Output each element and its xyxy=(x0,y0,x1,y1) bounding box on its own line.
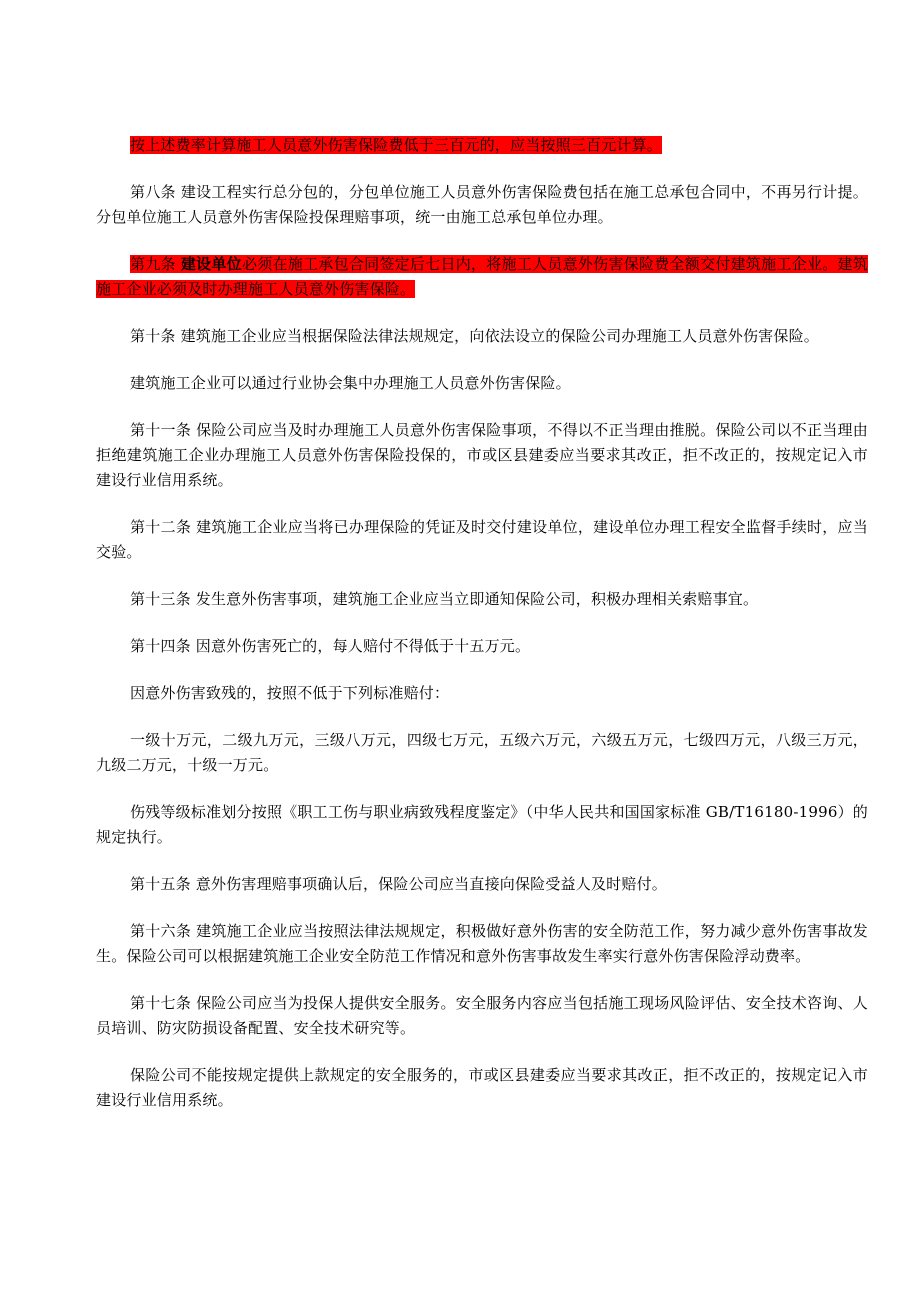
paragraph-disability: 因意外伤害致残的，按照不低于下列标准赔付： xyxy=(130,684,450,702)
paragraph-article-14: 第十四条 因意外伤害死亡的，每人赔付不得低于十五万元。 xyxy=(130,637,531,655)
paragraph-safety-service: 保险公司不能按规定提供上款规定的安全服务的，市或区县建委应当要求其改正，拒不改正的，按规定记入市建设行业信用系统。 xyxy=(96,1066,868,1109)
paragraph-disability-standard: 伤残等级标准划分按照《职工工伤与职业病致残程度鉴定》（中华人民共和国国家标准 GB/T16180-1996）的规定执行。 xyxy=(96,803,868,846)
paragraph-disability-levels: 一级十万元，二级九万元，三级八万元，四级七万元，五级六万元，六级五万元，七级四万元，八级三万元，九级二万元，十级一万元。 xyxy=(96,731,868,774)
highlighted-text: 按上述费率计算施工人员意外伤害保险费低于三百元的，应当按照三百元计算。 xyxy=(130,136,663,154)
paragraph-min-premium xyxy=(96,133,868,158)
paragraph-article-9 xyxy=(96,252,868,302)
document-body xyxy=(96,133,868,1135)
paragraph-article-15: 第十五条 意外伤害理赔事项确认后，保险公司应当直接向保险受益人及时赔付。 xyxy=(130,875,667,893)
article-9-bold-term: 建设单位 xyxy=(180,255,242,273)
paragraph-article-8: 第八条 建设工程实行总分包的，分包单位施工人员意外伤害保险费包括在施工总承包合同中，不再另行计提。分包单位施工人员意外伤害保险投保理赔事项，统一由施工总承包单位办理。 xyxy=(96,183,868,226)
paragraph-article-17: 第十七条 保险公司应当为投保人提供安全服务。安全服务内容应当包括施工现场风险评估、安全技术咨询、人员培训、防灾防损设备配置、安全技术研究等。 xyxy=(96,994,868,1037)
paragraph-article-11: 第十一条 保险公司应当及时办理施工人员意外伤害保险事项，不得以不正当理由推脱。保险公司以不正当理由拒绝建筑施工企业办理施工人员意外伤害保险投保的，市或区县建委应当要求其改正，拒不改正的，按规定记入市建设行业信用系统。 xyxy=(96,421,868,489)
highlighted-text xyxy=(96,255,868,298)
paragraph-article-12: 第十二条 建筑施工企业应当将已办理保险的凭证及时交付建设单位，建设单位办理工程安全监督手续时，应当交验。 xyxy=(96,518,868,561)
paragraph-article-16: 第十六条 建筑施工企业应当按照法律法规规定，积极做好意外伤害的安全防范工作，努力减少意外伤害事故发生。保险公司可以根据建筑施工企业安全防范工作情况和意外伤害事故发生率实行意外伤害保险浮动费率。 xyxy=(96,922,868,965)
paragraph-article-13: 第十三条 发生意外伤害事项，建筑施工企业应当立即通知保险公司，积极办理相关索赔事宜。 xyxy=(130,590,759,608)
article-9-text: 必须在施工承包合同签定后七日内，将施工人员意外伤害保险费全额交付建筑施工企业。建筑施工企业必须及时办理施工人员意外伤害保险。 xyxy=(96,255,868,298)
article-9-label: 第九条 xyxy=(130,255,181,273)
paragraph-association: 建筑施工企业可以通过行业协会集中办理施工人员意外伤害保险。 xyxy=(130,374,571,392)
paragraph-article-10: 第十条 建筑施工企业应当根据保险法律法规规定，向依法设立的保险公司办理施工人员意外伤害保险。 xyxy=(130,327,819,345)
